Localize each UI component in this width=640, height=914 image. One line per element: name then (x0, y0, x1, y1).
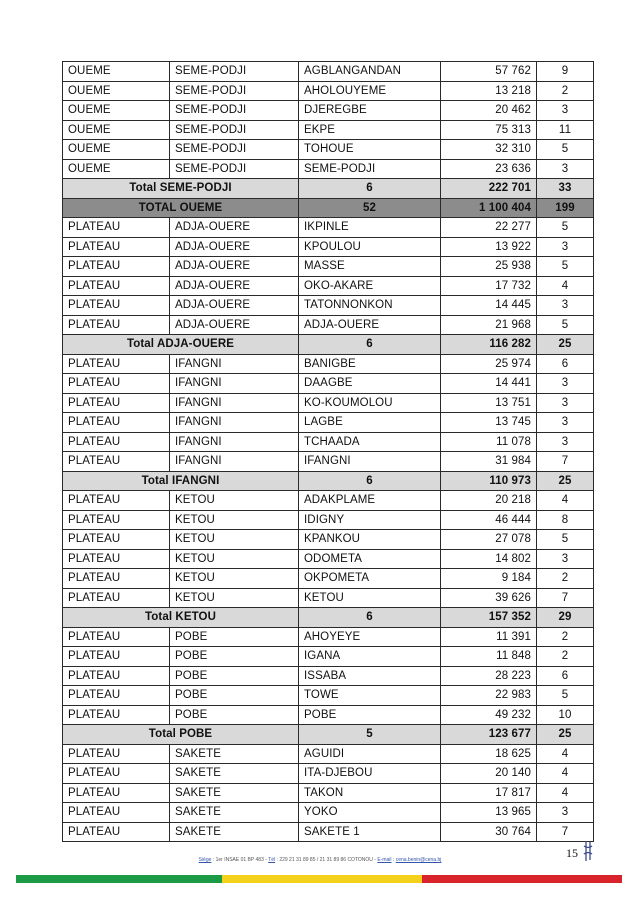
population-cell: 75 313 (441, 120, 537, 140)
department-cell: PLATEAU (63, 432, 170, 452)
commune-cell: ADJA-OUERE (170, 276, 299, 296)
total-label-cell: Total ADJA-OUERE (63, 335, 299, 355)
count-cell: 2 (537, 569, 594, 589)
department-cell: PLATEAU (63, 647, 170, 667)
commune-cell: SAKETE (170, 764, 299, 784)
department-cell: PLATEAU (63, 510, 170, 530)
arrondissement-cell: TAKON (299, 783, 441, 803)
department-cell: PLATEAU (63, 315, 170, 335)
population-cell: 22 983 (441, 686, 537, 706)
department-cell: PLATEAU (63, 588, 170, 608)
commune-cell: POBE (170, 705, 299, 725)
population-cell: 17 817 (441, 783, 537, 803)
table-row (63, 296, 594, 316)
population-cell: 30 764 (441, 822, 537, 842)
arrondissement-cell: SAKETE 1 (299, 822, 441, 842)
count-cell: 7 (537, 452, 594, 472)
department-cell: OUEME (63, 62, 170, 82)
department-total-row (63, 198, 594, 218)
table-row (63, 491, 594, 511)
arrondissement-cell: YOKO (299, 803, 441, 823)
count-cell: 4 (537, 491, 594, 511)
commune-cell: IFANGNI (170, 413, 299, 433)
population-cell: 25 974 (441, 354, 537, 374)
table-row (63, 120, 594, 140)
department-cell: PLATEAU (63, 549, 170, 569)
table-row (63, 62, 594, 82)
population-cell: 14 441 (441, 374, 537, 394)
department-cell: OUEME (63, 159, 170, 179)
total-n-cell: 25 (537, 335, 594, 355)
total-label-cell: Total KETOU (63, 608, 299, 628)
arrondissement-cell: AHOYEYE (299, 627, 441, 647)
commune-total-row (63, 725, 594, 745)
count-cell: 3 (537, 432, 594, 452)
table-row (63, 647, 594, 667)
commune-cell: KETOU (170, 588, 299, 608)
total-n-cell: 33 (537, 179, 594, 199)
population-cell: 20 140 (441, 764, 537, 784)
department-cell: PLATEAU (63, 257, 170, 277)
table-row (63, 627, 594, 647)
table-row (63, 432, 594, 452)
count-cell: 4 (537, 276, 594, 296)
commune-cell: KETOU (170, 491, 299, 511)
count-cell: 5 (537, 257, 594, 277)
arrondissement-cell: TOWE (299, 686, 441, 706)
arrondissement-cell: AHOLOUYEME (299, 81, 441, 101)
population-cell: 39 626 (441, 588, 537, 608)
commune-total-row (63, 179, 594, 199)
total-n-cell: 25 (537, 725, 594, 745)
arrondissement-cell: IDIGNY (299, 510, 441, 530)
arrondissement-cell: KPOULOU (299, 237, 441, 257)
table-row (63, 686, 594, 706)
department-cell: PLATEAU (63, 686, 170, 706)
commune-cell: IFANGNI (170, 432, 299, 452)
table-row (63, 764, 594, 784)
total-population-cell: 116 282 (441, 335, 537, 355)
population-cell: 27 078 (441, 530, 537, 550)
arrondissement-cell: IGANA (299, 647, 441, 667)
footer-tel: : 229 21 31 89 85 / 21 31 89 86 COTONOU - (275, 857, 378, 863)
count-cell: 2 (537, 81, 594, 101)
commune-total-row (63, 608, 594, 628)
table-row (63, 783, 594, 803)
commune-cell: POBE (170, 666, 299, 686)
count-cell: 3 (537, 101, 594, 121)
count-cell: 10 (537, 705, 594, 725)
commune-cell: ADJA-OUERE (170, 257, 299, 277)
total-label-cell: TOTAL OUEME (63, 198, 299, 218)
department-cell: PLATEAU (63, 803, 170, 823)
arrondissement-cell: ISSABA (299, 666, 441, 686)
commune-cell: POBE (170, 647, 299, 667)
arrondissement-cell: BANIGBE (299, 354, 441, 374)
department-cell: OUEME (63, 120, 170, 140)
arrondissement-cell: POBE (299, 705, 441, 725)
count-cell: 8 (537, 510, 594, 530)
commune-cell: IFANGNI (170, 452, 299, 472)
total-count-cell: 6 (299, 471, 441, 491)
population-cell: 28 223 (441, 666, 537, 686)
table-row (63, 705, 594, 725)
table-row (63, 413, 594, 433)
population-cell: 13 965 (441, 803, 537, 823)
count-cell: 3 (537, 374, 594, 394)
department-cell: PLATEAU (63, 822, 170, 842)
commune-cell: ADJA-OUERE (170, 218, 299, 238)
population-cell: 11 078 (441, 432, 537, 452)
flag-red-stripe (422, 875, 622, 883)
arrondissement-cell: OKPOMETA (299, 569, 441, 589)
total-count-cell: 52 (299, 198, 441, 218)
count-cell: 3 (537, 413, 594, 433)
department-cell: PLATEAU (63, 374, 170, 394)
table-row (63, 159, 594, 179)
department-cell: PLATEAU (63, 744, 170, 764)
arrondissement-cell: TOHOUE (299, 140, 441, 160)
department-cell: PLATEAU (63, 783, 170, 803)
commune-cell: SAKETE (170, 822, 299, 842)
table-row (63, 140, 594, 160)
commune-cell: KETOU (170, 510, 299, 530)
total-label-cell: Total SEME-PODJI (63, 179, 299, 199)
commune-cell: SAKETE (170, 803, 299, 823)
commune-cell: SEME-PODJI (170, 159, 299, 179)
department-cell: OUEME (63, 101, 170, 121)
count-cell: 4 (537, 783, 594, 803)
arrondissement-cell: AGBLANGANDAN (299, 62, 441, 82)
population-cell: 11 848 (441, 647, 537, 667)
total-n-cell: 29 (537, 608, 594, 628)
count-cell: 6 (537, 354, 594, 374)
arrondissement-cell: ADAKPLAME (299, 491, 441, 511)
department-cell: PLATEAU (63, 393, 170, 413)
table-row (63, 315, 594, 335)
footer-email-link[interactable]: cena.benin@cena.bj (395, 857, 442, 863)
department-cell: PLATEAU (63, 296, 170, 316)
table-row (63, 452, 594, 472)
population-cell: 49 232 (441, 705, 537, 725)
table-row (63, 569, 594, 589)
commune-cell: IFANGNI (170, 354, 299, 374)
population-cell: 22 277 (441, 218, 537, 238)
arrondissement-cell: DJEREGBE (299, 101, 441, 121)
total-population-cell: 222 701 (441, 179, 537, 199)
page-number: 15 (566, 846, 578, 860)
arrondissement-cell: ITA-DJEBOU (299, 764, 441, 784)
population-cell: 9 184 (441, 569, 537, 589)
count-cell: 3 (537, 549, 594, 569)
commune-total-row (63, 471, 594, 491)
count-cell: 3 (537, 159, 594, 179)
count-cell: 3 (537, 803, 594, 823)
population-cell: 31 984 (441, 452, 537, 472)
table-row (63, 744, 594, 764)
commune-total-row (63, 335, 594, 355)
count-cell: 3 (537, 237, 594, 257)
commune-cell: KETOU (170, 549, 299, 569)
count-cell: 7 (537, 822, 594, 842)
department-cell: PLATEAU (63, 237, 170, 257)
table-row (63, 510, 594, 530)
table-row (63, 276, 594, 296)
arrondissement-cell: ODOMETA (299, 549, 441, 569)
table-row (63, 81, 594, 101)
table-row (63, 101, 594, 121)
arrondissement-cell: OKO-AKARE (299, 276, 441, 296)
flag-green-stripe (16, 875, 222, 883)
count-cell: 11 (537, 120, 594, 140)
table-body (63, 62, 594, 842)
department-cell: PLATEAU (63, 569, 170, 589)
footer-siege-label: Siège (198, 857, 212, 863)
total-n-cell: 199 (537, 198, 594, 218)
commune-cell: SEME-PODJI (170, 140, 299, 160)
commune-cell: KETOU (170, 569, 299, 589)
commune-cell: IFANGNI (170, 393, 299, 413)
arrondissement-cell: EKPE (299, 120, 441, 140)
count-cell: 6 (537, 666, 594, 686)
department-cell: PLATEAU (63, 276, 170, 296)
commune-cell: SAKETE (170, 783, 299, 803)
population-cell: 32 310 (441, 140, 537, 160)
department-cell: PLATEAU (63, 218, 170, 238)
arrondissement-cell: TCHAADA (299, 432, 441, 452)
commune-cell: POBE (170, 686, 299, 706)
count-cell: 5 (537, 218, 594, 238)
count-cell: 3 (537, 296, 594, 316)
department-cell: OUEME (63, 140, 170, 160)
commune-cell: KETOU (170, 530, 299, 550)
population-cell: 18 625 (441, 744, 537, 764)
population-cell: 46 444 (441, 510, 537, 530)
population-cell: 13 218 (441, 81, 537, 101)
arrondissement-cell: MASSE (299, 257, 441, 277)
department-cell: PLATEAU (63, 354, 170, 374)
table-row (63, 354, 594, 374)
count-cell: 7 (537, 588, 594, 608)
commune-cell: ADJA-OUERE (170, 315, 299, 335)
footer-email-label: E-mail (377, 857, 392, 863)
total-population-cell: 1 100 404 (441, 198, 537, 218)
count-cell: 5 (537, 530, 594, 550)
population-cell: 13 745 (441, 413, 537, 433)
population-cell: 13 922 (441, 237, 537, 257)
count-cell: 2 (537, 627, 594, 647)
population-cell: 57 762 (441, 62, 537, 82)
total-n-cell: 25 (537, 471, 594, 491)
flag-color-bar (16, 875, 622, 883)
total-label-cell: Total IFANGNI (63, 471, 299, 491)
footer-contact-line: Siège : 1er INSAE 01 BP 483 - Tél : 229 21 31 89 85 / 21 31 89 86 COTONOU - E-mail : cena.benin@cena.bj (198, 857, 442, 863)
department-cell: PLATEAU (63, 666, 170, 686)
commune-cell: SEME-PODJI (170, 62, 299, 82)
footer-address: : 1er INSAE 01 BP 483 - (211, 857, 269, 863)
total-population-cell: 157 352 (441, 608, 537, 628)
department-cell: PLATEAU (63, 413, 170, 433)
population-cell: 20 218 (441, 491, 537, 511)
arrondissement-cell: SEME-PODJI (299, 159, 441, 179)
flag-yellow-stripe (222, 875, 422, 883)
count-cell: 4 (537, 744, 594, 764)
population-cell: 25 938 (441, 257, 537, 277)
commune-cell: IFANGNI (170, 374, 299, 394)
results-table (62, 61, 594, 842)
arrondissement-cell: LAGBE (299, 413, 441, 433)
total-label-cell: Total POBE (63, 725, 299, 745)
arrondissement-cell: AGUIDI (299, 744, 441, 764)
arrondissement-cell: ADJA-OUERE (299, 315, 441, 335)
department-cell: PLATEAU (63, 452, 170, 472)
footer-tel-label: Tél (268, 857, 276, 863)
population-cell: 14 802 (441, 549, 537, 569)
population-cell: 11 391 (441, 627, 537, 647)
count-cell: 2 (537, 647, 594, 667)
population-cell: 21 968 (441, 315, 537, 335)
total-count-cell: 6 (299, 608, 441, 628)
table-row (63, 803, 594, 823)
department-cell: PLATEAU (63, 530, 170, 550)
arrondissement-cell: KETOU (299, 588, 441, 608)
table-row (63, 257, 594, 277)
count-cell: 3 (537, 393, 594, 413)
department-cell: OUEME (63, 81, 170, 101)
count-cell: 9 (537, 62, 594, 82)
population-cell: 14 445 (441, 296, 537, 316)
commune-cell: SEME-PODJI (170, 101, 299, 121)
count-cell: 5 (537, 140, 594, 160)
department-cell: PLATEAU (63, 705, 170, 725)
total-count-cell: 6 (299, 179, 441, 199)
commune-cell: POBE (170, 627, 299, 647)
table-row (63, 393, 594, 413)
commune-cell: SEME-PODJI (170, 81, 299, 101)
count-cell: 5 (537, 315, 594, 335)
commune-cell: SEME-PODJI (170, 120, 299, 140)
table-row (63, 822, 594, 842)
total-population-cell: 123 677 (441, 725, 537, 745)
table-row (63, 549, 594, 569)
table-row (63, 218, 594, 238)
population-cell: 20 462 (441, 101, 537, 121)
arrondissement-cell: TATONNONKON (299, 296, 441, 316)
table-row (63, 666, 594, 686)
table-row (63, 374, 594, 394)
commune-cell: ADJA-OUERE (170, 237, 299, 257)
commune-cell: ADJA-OUERE (170, 296, 299, 316)
department-cell: PLATEAU (63, 627, 170, 647)
arrondissement-cell: IFANGNI (299, 452, 441, 472)
department-cell: PLATEAU (63, 764, 170, 784)
arrondissement-cell: KO-KOUMOLOU (299, 393, 441, 413)
arrondissement-cell: KPANKOU (299, 530, 441, 550)
count-cell: 5 (537, 686, 594, 706)
arrondissement-cell: DAAGBE (299, 374, 441, 394)
arrondissement-cell: IKPINLE (299, 218, 441, 238)
population-cell: 13 751 (441, 393, 537, 413)
commune-cell: SAKETE (170, 744, 299, 764)
table-row (63, 237, 594, 257)
count-cell: 4 (537, 764, 594, 784)
population-cell: 23 636 (441, 159, 537, 179)
total-count-cell: 6 (299, 335, 441, 355)
total-population-cell: 110 973 (441, 471, 537, 491)
population-cell: 17 732 (441, 276, 537, 296)
total-count-cell: 5 (299, 725, 441, 745)
department-cell: PLATEAU (63, 491, 170, 511)
table-row (63, 588, 594, 608)
table-row (63, 530, 594, 550)
